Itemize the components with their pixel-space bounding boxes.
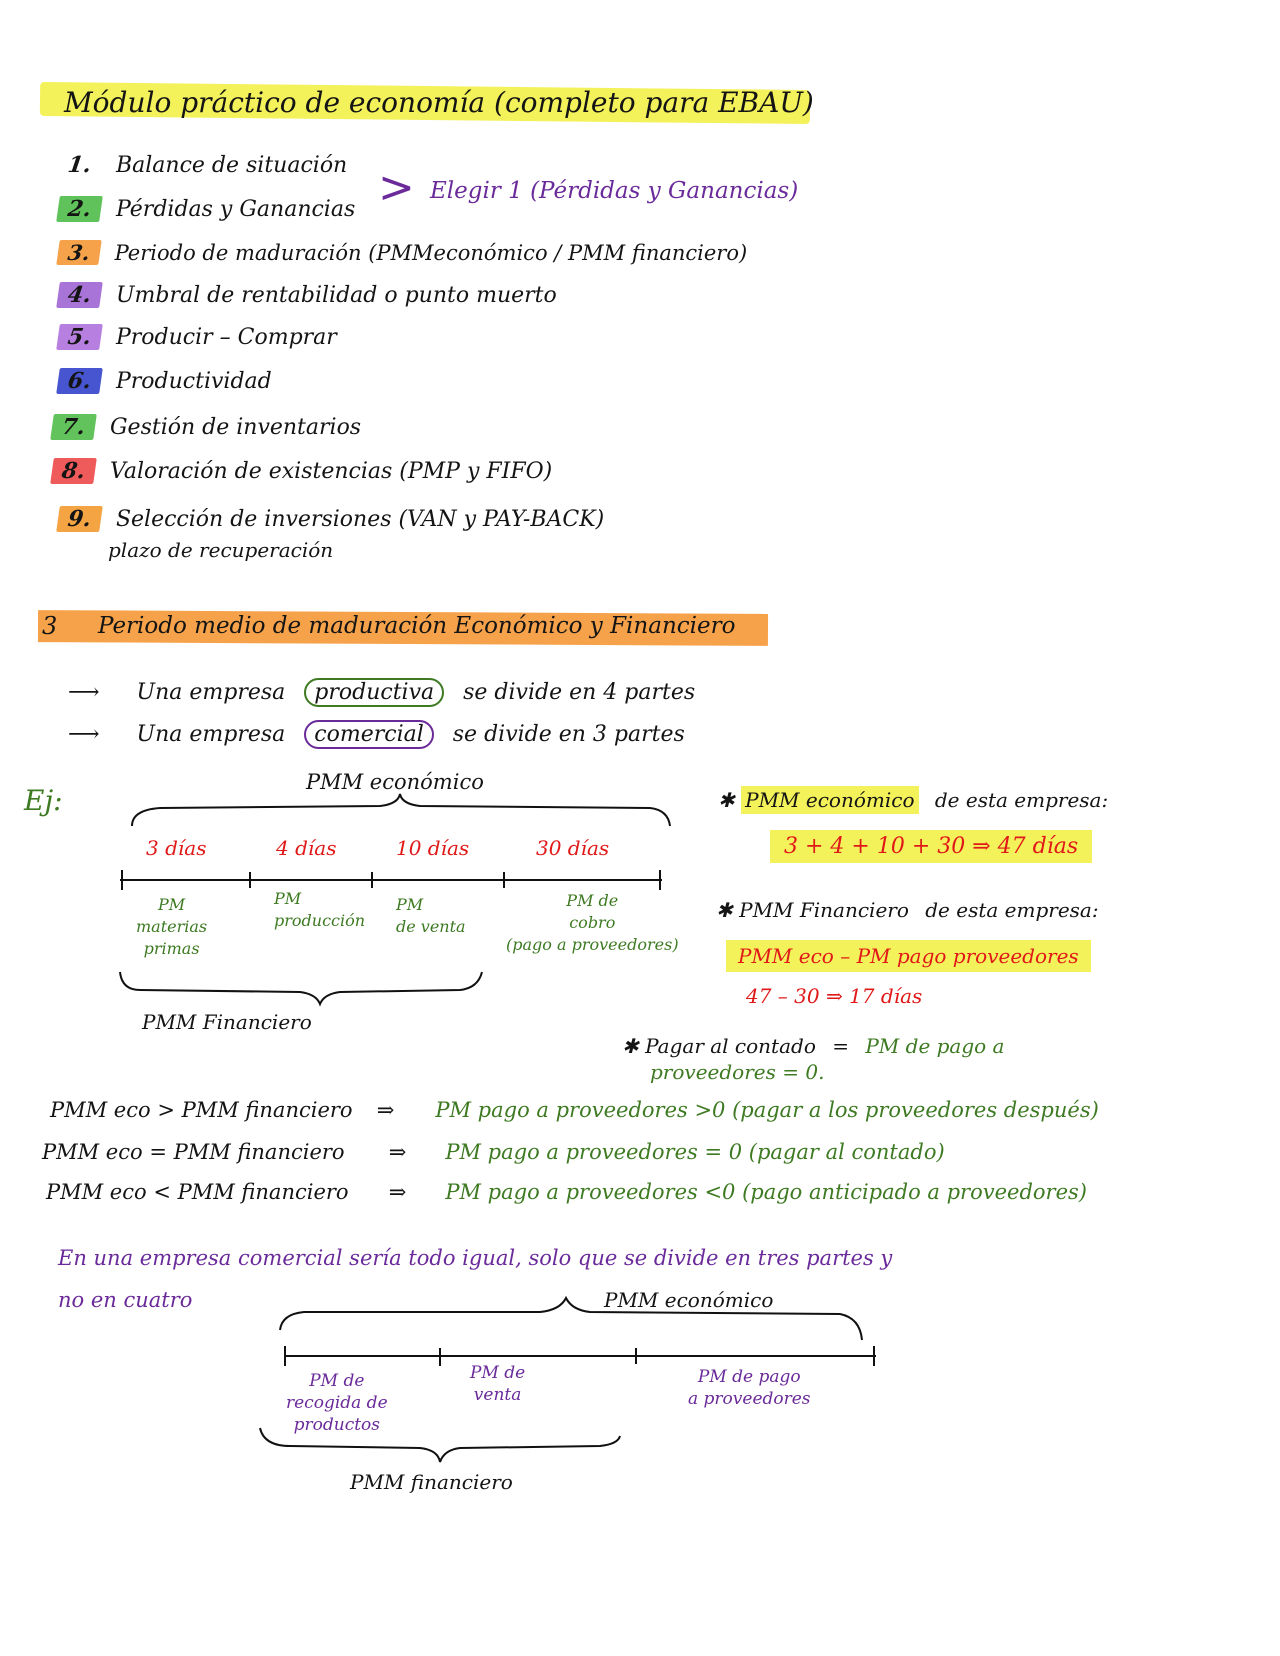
index-number: 9. <box>56 506 103 532</box>
arrow-right-icon: ⟶ <box>68 680 100 705</box>
comparison-left: PMM eco = PMM financiero <box>42 1140 345 1164</box>
phase-line: producción <box>274 911 366 930</box>
phase-venta <box>396 894 466 938</box>
commercial-phase-pago <box>688 1366 811 1410</box>
index-label: Gestión de inventarios <box>109 415 362 440</box>
implies-icon: ⇒ <box>376 1098 395 1122</box>
index-number: 4. <box>56 282 103 308</box>
note-cash <box>622 1034 1004 1058</box>
note-eco-heading: PMM económico <box>741 786 918 814</box>
comparison-row-1 <box>50 1098 1099 1122</box>
note-cash-line2: proveedores = 0. <box>650 1060 825 1084</box>
phase-line: PM de <box>309 1371 365 1391</box>
phase-line: PM de pago <box>697 1367 801 1387</box>
bottom-brace <box>120 972 482 1004</box>
phase-line: productos <box>293 1415 381 1435</box>
phase-line: venta <box>473 1385 522 1405</box>
phase-line: a proveedores <box>688 1389 811 1409</box>
example-label: Ej: <box>24 784 63 817</box>
comparison-row-3 <box>46 1180 1087 1204</box>
phase-line: PM <box>274 889 302 908</box>
arrow-right-icon: ⟶ <box>68 722 100 747</box>
days-4: 30 días <box>536 836 610 860</box>
asterisk-icon: ✱ <box>622 1034 646 1058</box>
note-fin-formula: PMM eco – PM pago proveedores <box>726 940 1091 972</box>
commercial-text-2: no en cuatro <box>58 1288 193 1312</box>
phase-line: PM <box>396 895 424 914</box>
comparison-right: PM pago a proveedores >0 (pagar a los proveedores después) <box>435 1098 1099 1122</box>
comparison-left: PMM eco > PMM financiero <box>50 1098 353 1122</box>
note-cash-pre: Pagar al contado <box>645 1034 816 1058</box>
section-title: Periodo medio de maduración Económico y Financiero <box>98 613 736 639</box>
phase-line: materias <box>136 917 208 936</box>
index-number: 7. <box>50 414 97 440</box>
commercial-pmm-financiero: PMM financiero <box>350 1470 513 1494</box>
circled-word-productive: productiva <box>304 678 444 707</box>
angle-bracket-icon: > <box>378 162 415 213</box>
section-number: 3 <box>42 612 58 640</box>
choose-note: Elegir 1 (Pérdidas y Ganancias) <box>430 178 799 204</box>
phase-line: PM <box>157 895 186 914</box>
index-label: Valoración de existencias (PMP y FIFO) <box>109 459 553 484</box>
intro-text: Una empresa <box>136 680 286 705</box>
top-brace <box>132 794 670 826</box>
index-label: Balance de situación <box>115 153 348 178</box>
page-title: Módulo práctico de economía (completo para EBAU) <box>64 86 814 119</box>
circled-word-commercial: comercial <box>304 720 433 749</box>
note-eco-rest: de esta empresa: <box>934 788 1109 812</box>
index-number: 2. <box>56 196 103 222</box>
index-number: 6. <box>56 368 103 394</box>
phase-line: cobro <box>569 913 616 932</box>
note-eco-calc: 3 + 4 + 10 + 30 ⇒ 47 días <box>770 830 1092 863</box>
note-cash-eq: = <box>832 1034 849 1058</box>
note-fin-calc: 47 – 30 ⇒ 17 días <box>746 984 923 1008</box>
implies-icon: ⇒ <box>388 1140 407 1164</box>
index-label: Pérdidas y Ganancias <box>115 197 356 222</box>
comparison-left: PMM eco < PMM financiero <box>46 1180 349 1204</box>
note-fin <box>716 898 1099 922</box>
index-number: 8. <box>50 458 97 484</box>
phase-line: primas <box>143 939 200 958</box>
implies-icon: ⇒ <box>388 1180 407 1204</box>
phase-materias-primas <box>136 894 207 960</box>
commercial-phase-recogida <box>286 1370 388 1436</box>
phase-line: (pago a proveedores) <box>506 935 679 954</box>
note-cash-line1: PM de pago a <box>865 1034 1005 1058</box>
phase-line: PM de <box>566 891 619 910</box>
index-label: Producir – Comprar <box>115 325 337 350</box>
index-label: Periodo de maduración (PMMeconómico / PMM financiero) <box>114 241 748 265</box>
commercial-phase-venta <box>470 1362 525 1406</box>
index-number: 5. <box>56 324 103 350</box>
comparison-right: PM pago a proveedores = 0 (pagar al contado) <box>445 1140 945 1164</box>
index-label: Umbral de rentabilidad o punto muerto <box>115 283 557 308</box>
phase-line: PM de <box>470 1363 526 1383</box>
phase-produccion <box>274 888 365 932</box>
asterisk-icon: ✱ <box>716 898 740 922</box>
index-number: 3. <box>56 240 101 265</box>
phase-line: recogida de <box>286 1393 388 1413</box>
days-2: 4 días <box>276 836 337 860</box>
intro-text: se divide en 3 partes <box>452 722 685 747</box>
asterisk-icon: ✱ <box>718 788 742 812</box>
comparison-row-2 <box>42 1140 945 1164</box>
intro-text: Una empresa <box>136 722 286 747</box>
index-label: Productividad <box>115 369 272 394</box>
note-fin-rest: de esta empresa: <box>925 898 1099 922</box>
commercial-pmm-economico: PMM económico <box>604 1288 774 1312</box>
commercial-text-1: En una empresa comercial sería todo igual, solo que se divide en tres partes y <box>58 1246 893 1270</box>
note-fin-heading: PMM Financiero <box>739 898 909 922</box>
index-number: 1. <box>66 152 93 178</box>
phase-line: de venta <box>396 917 466 936</box>
intro-text: se divide en 4 partes <box>463 680 696 705</box>
days-1: 3 días <box>146 836 207 860</box>
index-item-9-sub: plazo de recuperación <box>108 538 334 562</box>
phase-cobro <box>506 890 679 956</box>
commercial-top-brace <box>280 1298 862 1340</box>
note-eco <box>718 788 1108 812</box>
days-3: 10 días <box>396 836 470 860</box>
index-label: Selección de inversiones (VAN y PAY-BACK) <box>115 507 605 532</box>
comparison-right: PM pago a proveedores <0 (pago anticipado a proveedores) <box>445 1180 1087 1204</box>
pmm-financiero-label: PMM Financiero <box>142 1010 312 1034</box>
pmm-economico-label: PMM económico <box>306 770 484 794</box>
